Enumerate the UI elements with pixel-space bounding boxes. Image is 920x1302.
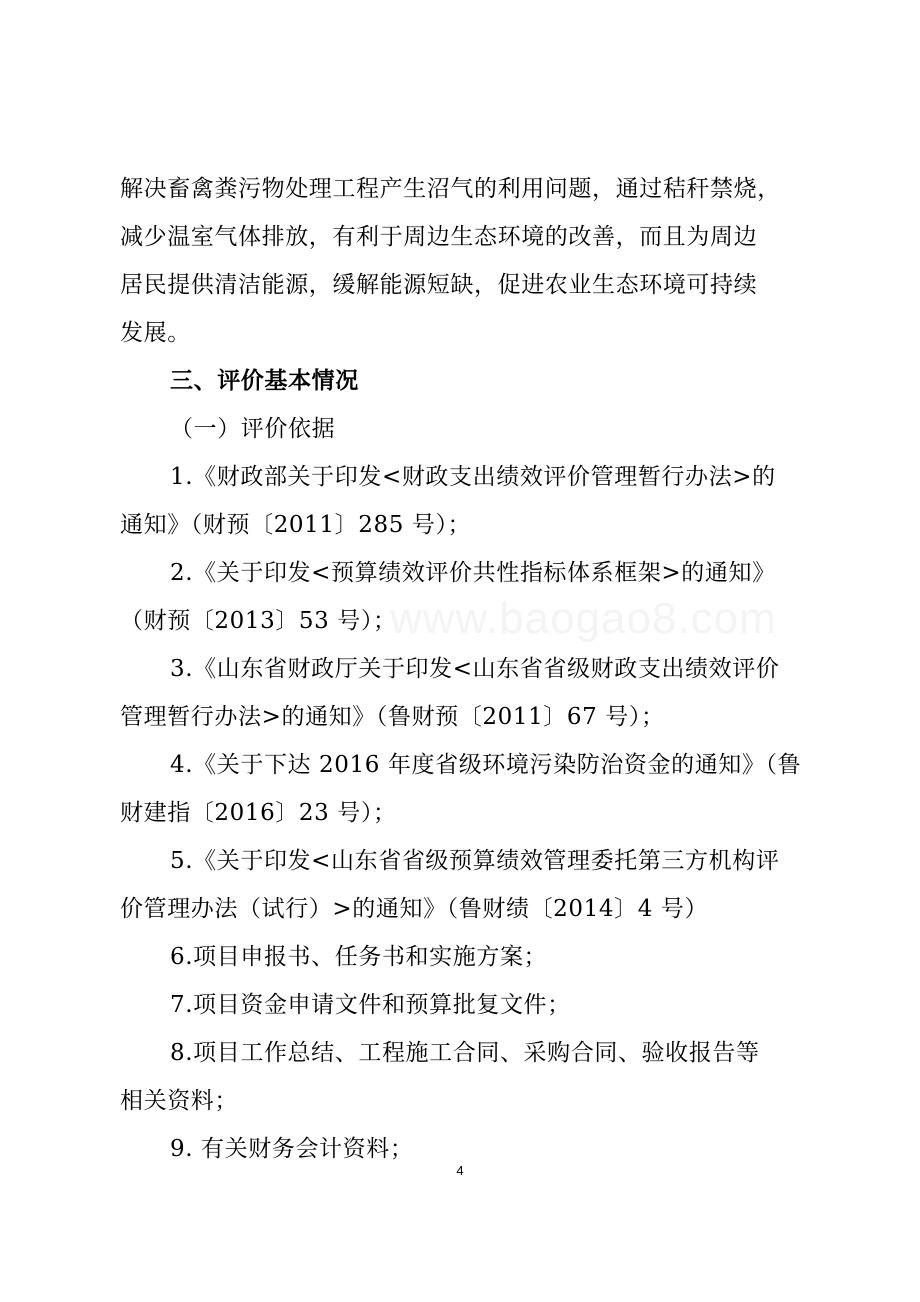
subsection-heading-text: （一）评价依据 bbox=[170, 416, 336, 442]
list-item-text: 7.项目资金申请文件和预算批复文件； bbox=[170, 992, 571, 1018]
page-number: 4 bbox=[456, 1163, 464, 1178]
list-item-text: 3.《山东省财政厅关于印发<山东省省级财政支出绩效评价 bbox=[170, 656, 780, 682]
list-item-text: 通知》（财预〔2011〕285 号）； bbox=[120, 512, 472, 538]
paragraph-text: 发展。 bbox=[120, 320, 191, 346]
paragraph-text: 减少温室气体排放，有利于周边生态环境的改善，而且为周边 bbox=[120, 224, 758, 250]
list-item-text: 财建指〔2016〕23 号）； bbox=[120, 800, 397, 826]
list-item-text: 1.《财政部关于印发<财政支出绩效评价管理暂行办法>的 bbox=[170, 464, 776, 490]
list-item-text: 5.《关于印发<山东省省级预算绩效管理委托第三方机构评 bbox=[170, 848, 780, 874]
watermark-text: www.baogao8.com bbox=[390, 594, 777, 643]
list-item-text: 价管理办法（试行）>的通知》（鲁财绩〔2014〕4 号） bbox=[120, 896, 709, 922]
list-item-text: 2.《关于印发<预算绩效评价共性指标体系框架>的通知》 bbox=[170, 560, 776, 586]
list-item-text: 6.项目申报书、任务书和实施方案； bbox=[170, 944, 548, 970]
list-item-text: 管理暂行办法>的通知》（鲁财预〔2011〕67 号）； bbox=[120, 704, 665, 730]
paragraph-text: 居民提供清洁能源，缓解能源短缺，促进农业生态环境可持续 bbox=[120, 272, 758, 298]
list-item-text: 9. 有关财务会计资料； bbox=[170, 1136, 414, 1162]
list-item-text: 8.项目工作总结、工程施工合同、采购合同、验收报告等 bbox=[170, 1040, 760, 1066]
list-item-text: 4.《关于下达 2016 年度省级环境污染防治资金的通知》（鲁 bbox=[170, 752, 802, 778]
paragraph-text: 解决畜禽粪污物处理工程产生沼气的利用问题，通过秸秆禁烧， bbox=[120, 176, 781, 202]
list-item-text: （财预〔2013〕53 号）； bbox=[120, 608, 397, 634]
list-item-text: 相关资料； bbox=[120, 1088, 238, 1114]
section-heading-text: 三、评价基本情况 bbox=[170, 368, 359, 394]
